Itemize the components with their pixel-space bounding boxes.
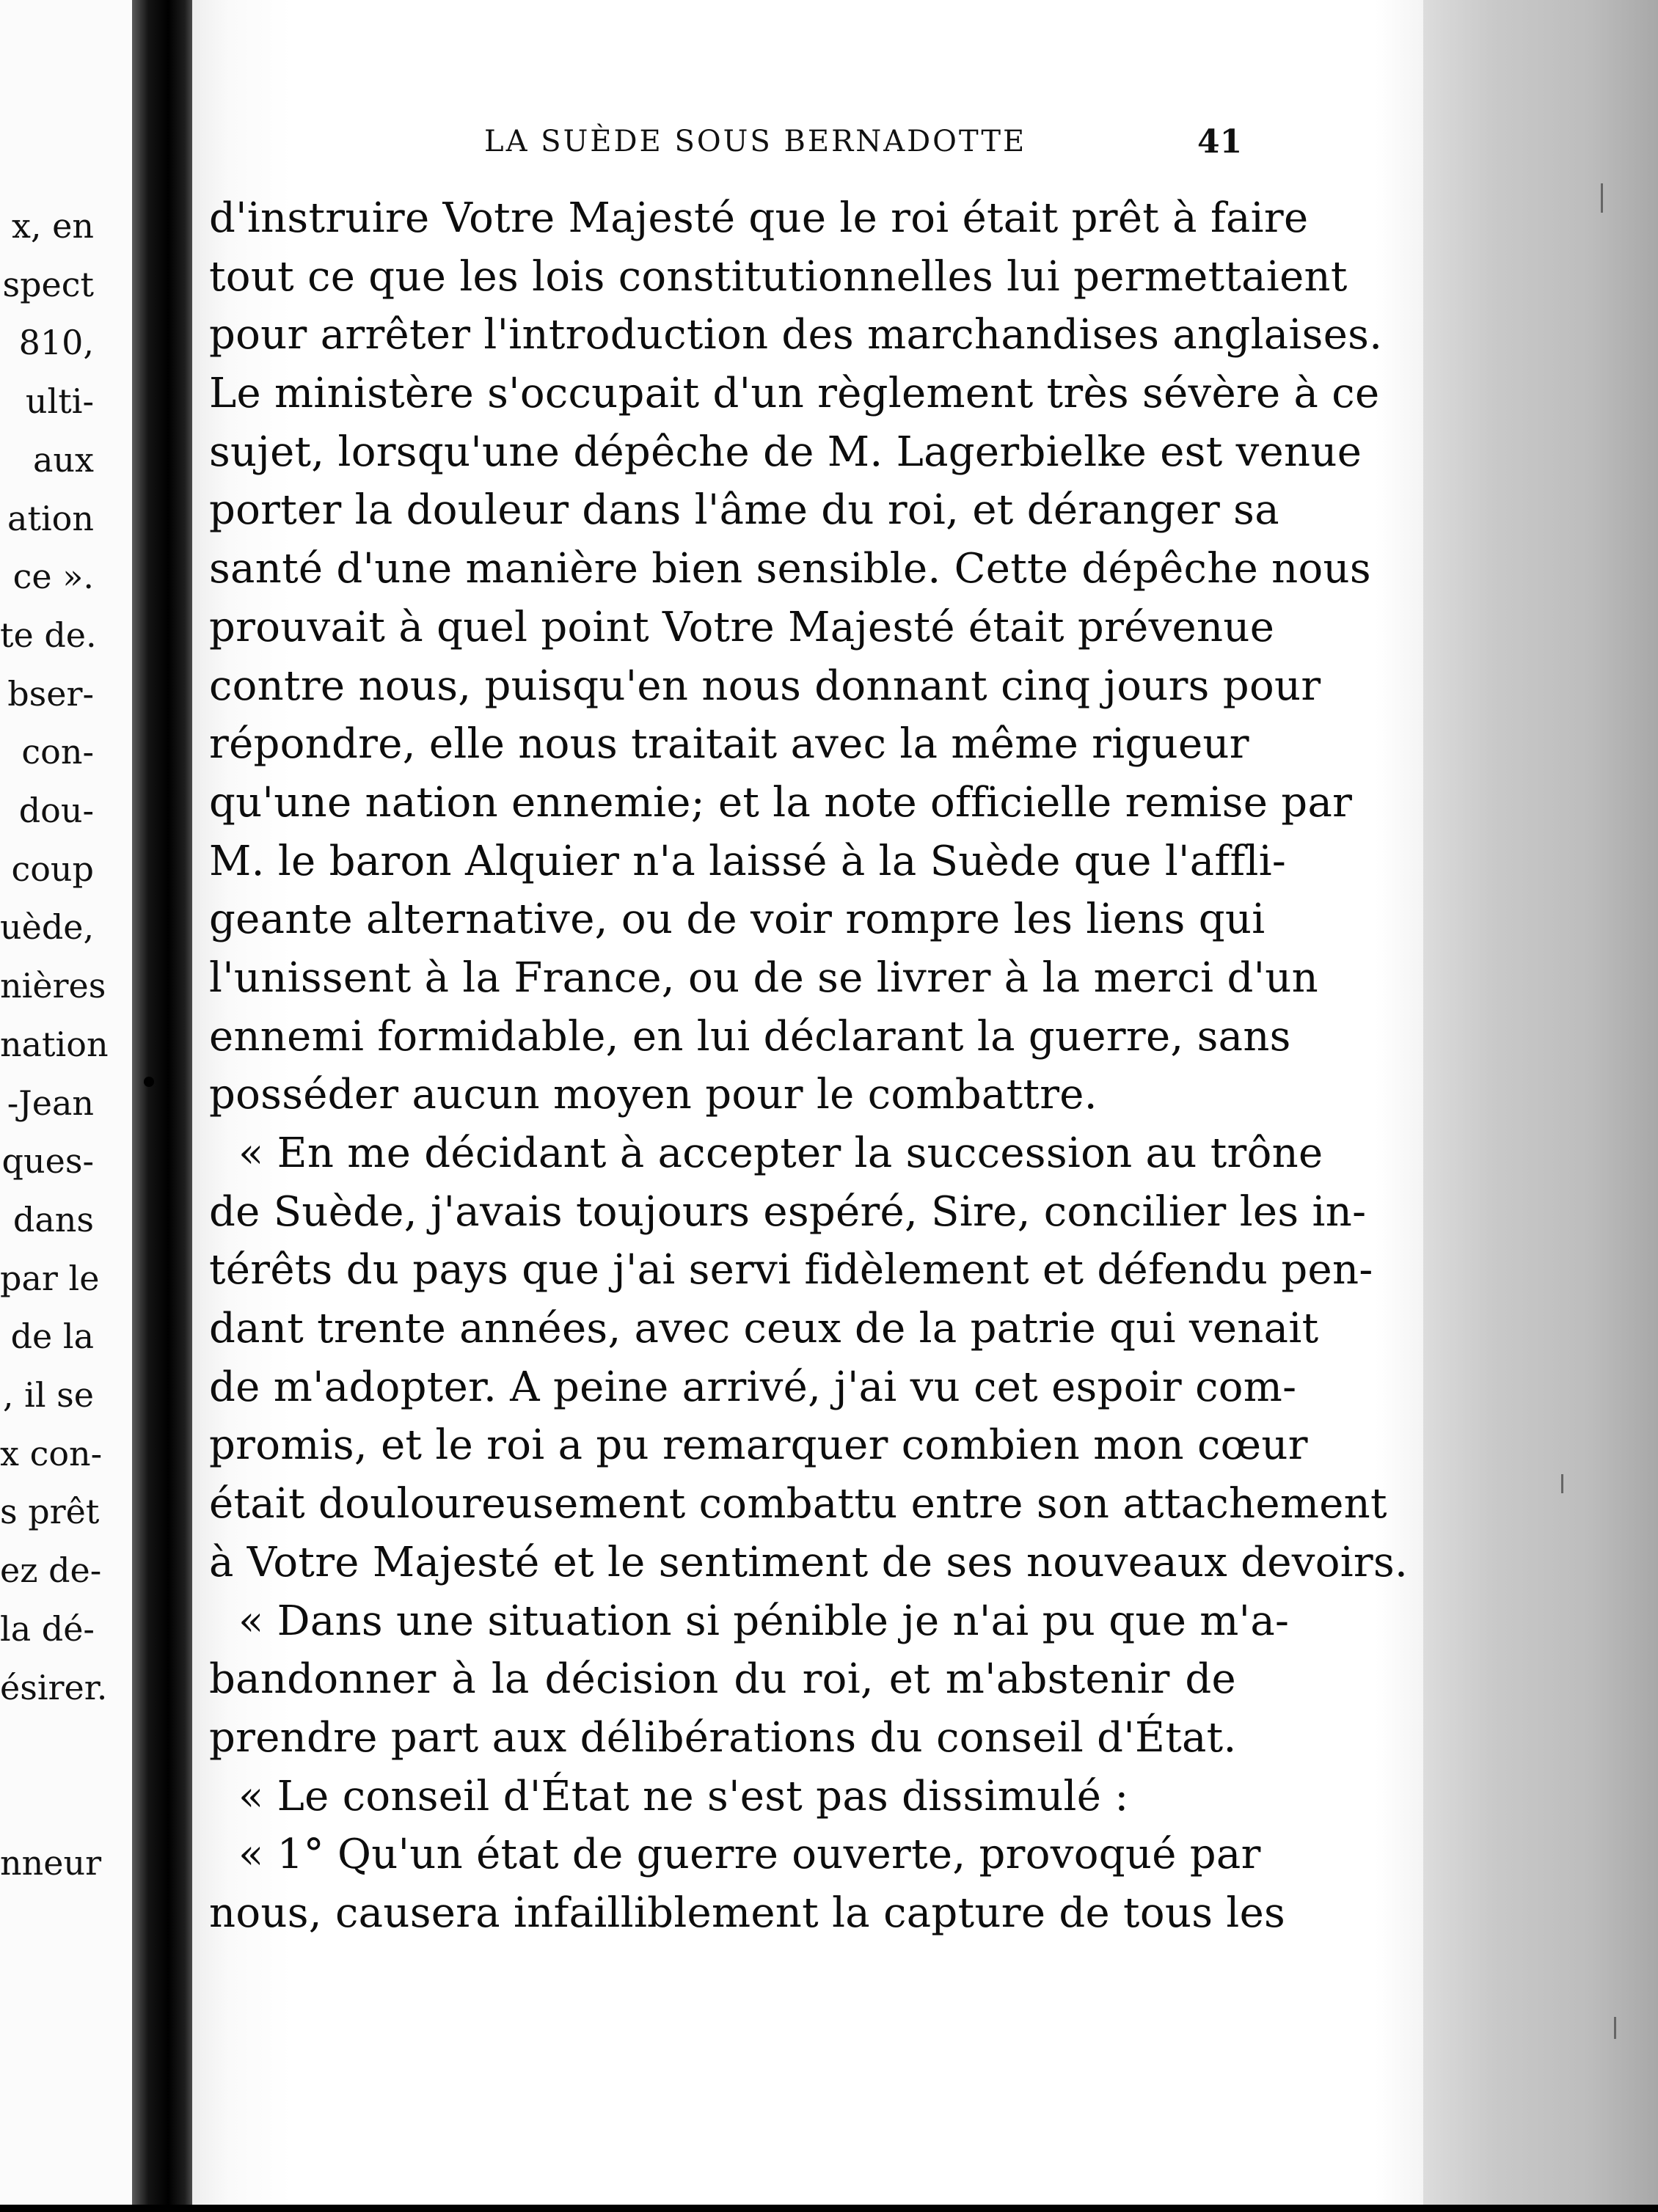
text-line: promis, et le roi a pu remarquer combien mon cœur: [209, 1421, 1308, 1470]
text-line: qu'une nation ennemie; et la note officielle remise par: [209, 778, 1353, 827]
text-line: bandonner à la décision du roi, et m'abstenir de: [209, 1655, 1236, 1704]
text-line: pour arrêter l'introduction des marchandises anglaises.: [209, 311, 1383, 359]
text-line: nous, causera infailliblement la capture de tous les: [209, 1889, 1286, 1937]
text-line: santé d'une manière bien sensible. Cette dépêche nous: [209, 545, 1371, 593]
book-gutter: [132, 0, 198, 2212]
text-line: d'instruire Votre Majesté que le roi était prêt à faire: [209, 194, 1309, 242]
facing-page-line: , il se: [2, 1375, 94, 1415]
facing-page-line: dou-: [18, 791, 94, 830]
text-line: prouvait à quel point Votre Majesté était prévenue: [209, 603, 1275, 651]
text-line: sujet, lorsqu'une dépêche de M. Lagerbielke est venue: [209, 428, 1362, 476]
facing-page-line: ce ».: [12, 557, 94, 597]
text-line: « 1° Qu'un état de guerre ouverte, provoqué par: [238, 1831, 1261, 1879]
facing-page-line: par le: [0, 1258, 100, 1298]
text-line: à Votre Majesté et le sentiment de ses nouveaux devoirs.: [209, 1538, 1409, 1586]
text-line: répondre, elle nous traitait avec la même rigueur: [209, 720, 1249, 769]
text-line: « Dans une situation si pénible je n'ai pu que m'a-: [238, 1597, 1290, 1645]
text-line: de Suède, j'avais toujours espéré, Sire, concilier les in-: [209, 1187, 1367, 1236]
text-line: térêts du pays que j'ai servi fidèlement et défendu pen-: [209, 1246, 1373, 1294]
facing-page-line: uède,: [0, 907, 95, 948]
facing-page-line: s prêt: [0, 1492, 100, 1532]
facing-page-line: nneur: [0, 1842, 102, 1883]
text-line: posséder aucun moyen pour le combattre.: [209, 1071, 1098, 1119]
page-edge-shadow: [1423, 0, 1658, 2212]
facing-page-line: con-: [21, 732, 94, 772]
facing-page-line: bser-: [7, 673, 94, 714]
text-line: « En me décidant à accepter la succession au trône: [238, 1129, 1323, 1177]
facing-page-line: ésirer.: [0, 1667, 108, 1707]
facing-page-line: de la: [10, 1316, 94, 1357]
text-line: M. le baron Alquier n'a laissé à la Suède que l'affli-: [209, 837, 1287, 885]
facing-page-line: ez de-: [0, 1550, 102, 1591]
text-line: tout ce que les lois constitutionnelles lui permettaient: [209, 252, 1348, 301]
running-head: LA SUÈDE SOUS BERNADOTTE: [484, 125, 1027, 158]
text-line: dant trente années, avec ceux de la patrie qui venait: [209, 1305, 1319, 1353]
facing-page-line: te de.: [0, 615, 97, 655]
bottom-border: [0, 2205, 1658, 2212]
text-line: Le ministère s'occupait d'un règlement très sévère à ce: [209, 370, 1380, 418]
text-line: « Le conseil d'État ne s'est pas dissimulé :: [238, 1772, 1129, 1820]
facing-page-line: 810,: [18, 323, 94, 363]
text-line: l'unissent à la France, ou de se livrer à la merci d'un: [209, 953, 1319, 1002]
text-line: ennemi formidable, en lui déclarant la guerre, sans: [209, 1012, 1291, 1061]
body-text: [209, 189, 1409, 1943]
edge-mark: [1561, 1474, 1563, 1493]
text-line: de m'adopter. A peine arrivé, j'ai vu cet espoir com-: [209, 1363, 1297, 1411]
text-line: geante alternative, ou de voir rompre les liens qui: [209, 896, 1266, 944]
edge-mark: [1614, 2017, 1616, 2039]
facing-page-line: x, en: [11, 206, 94, 246]
text-line: prendre part aux délibérations du conseil d'État.: [209, 1713, 1237, 1762]
facing-page-line: spect: [2, 264, 94, 304]
facing-page-line: ation: [7, 498, 94, 538]
gutter-mark: [144, 1077, 154, 1087]
facing-page-line: ulti-: [25, 381, 94, 422]
text-line: contre nous, puisqu'en nous donnant cinq jours pour: [209, 662, 1321, 710]
facing-page-line: x con-: [0, 1433, 103, 1473]
facing-page-line: ques-: [1, 1141, 94, 1182]
edge-mark: [1601, 183, 1603, 213]
facing-page-line: coup: [11, 849, 94, 889]
facing-page-line: nières: [0, 966, 106, 1006]
facing-page-line: nation: [0, 1024, 109, 1064]
facing-page-line: aux: [33, 439, 94, 480]
facing-page-line: la dé-: [0, 1608, 95, 1649]
text-line: porter la douleur dans l'âme du roi, et déranger sa: [209, 486, 1279, 535]
text-line: était douloureusement combattu entre son attachement: [209, 1480, 1387, 1528]
page-number: 41: [1197, 123, 1243, 161]
facing-page-line: dans: [12, 1199, 94, 1239]
facing-page-line: -Jean: [7, 1083, 94, 1123]
